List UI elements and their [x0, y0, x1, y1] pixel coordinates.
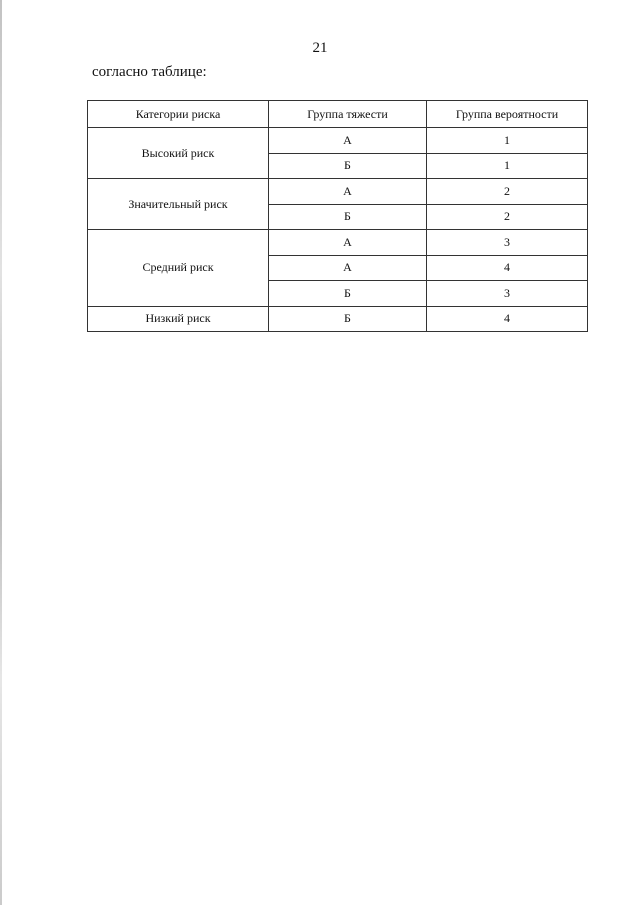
- risk-category-cell: Низкий риск: [88, 306, 269, 332]
- severity-cell: Б: [269, 204, 427, 230]
- probability-cell: 3: [427, 230, 588, 256]
- scan-edge: [0, 0, 2, 905]
- table-row: [88, 306, 588, 332]
- risk-table: [87, 100, 588, 332]
- risk-category-cell: Средний риск: [88, 230, 269, 307]
- severity-cell: Б: [269, 281, 427, 307]
- table-row: [88, 128, 588, 154]
- probability-cell: 2: [427, 204, 588, 230]
- probability-cell: 1: [427, 128, 588, 154]
- table-row: [88, 179, 588, 205]
- probability-cell: 4: [427, 255, 588, 281]
- severity-cell: А: [269, 179, 427, 205]
- header-severity-group: Группа тяжести: [269, 101, 427, 128]
- page-number: 21: [312, 40, 328, 56]
- severity-cell: А: [269, 128, 427, 154]
- intro-text: согласно таблице:: [92, 64, 207, 80]
- probability-cell: 2: [427, 179, 588, 205]
- header-probability-group: Группа вероятности: [427, 101, 588, 128]
- severity-cell: Б: [269, 153, 427, 179]
- probability-cell: 3: [427, 281, 588, 307]
- risk-category-cell: Значительный риск: [88, 179, 269, 230]
- probability-cell: 1: [427, 153, 588, 179]
- risk-category-cell: Высокий риск: [88, 128, 269, 179]
- severity-cell: Б: [269, 306, 427, 332]
- header-risk-category: Категории риска: [88, 101, 269, 128]
- severity-cell: А: [269, 230, 427, 256]
- table-row: [88, 230, 588, 256]
- severity-cell: А: [269, 255, 427, 281]
- table-header-row: [88, 101, 588, 128]
- probability-cell: 4: [427, 306, 588, 332]
